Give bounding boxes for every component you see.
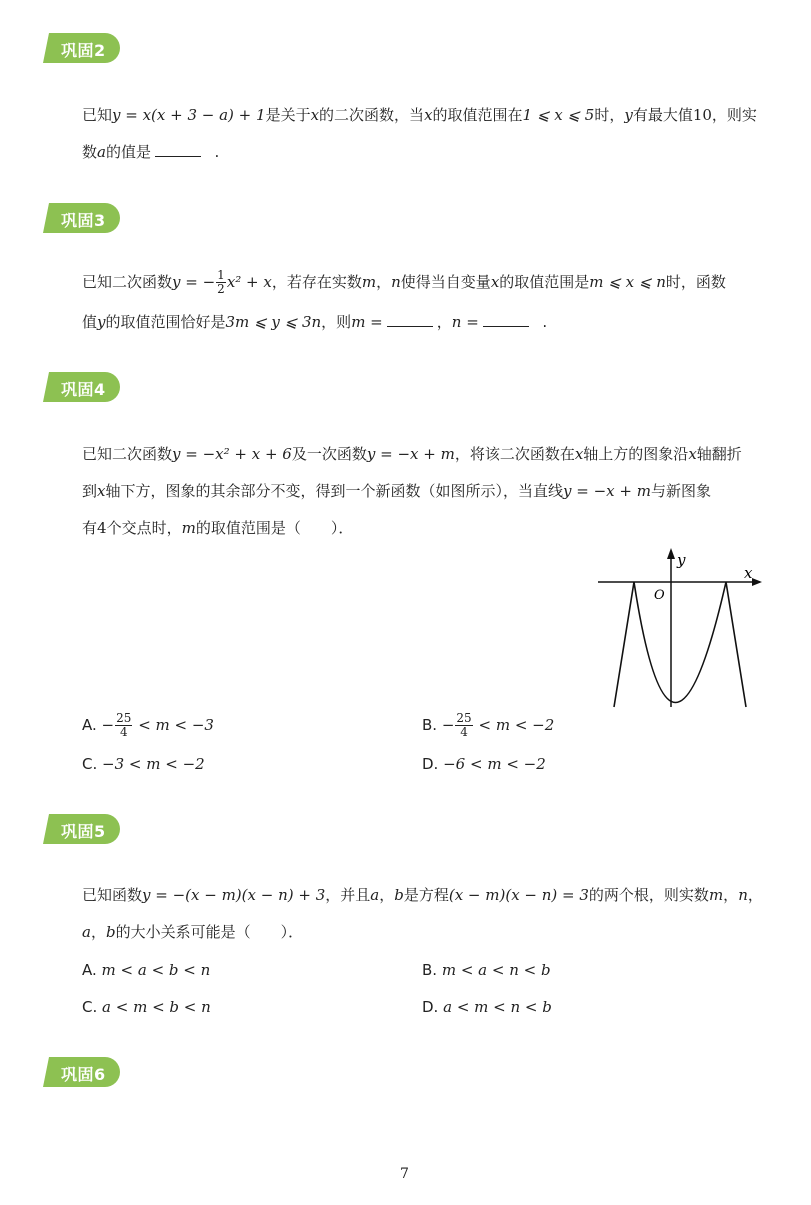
q4-line2: 到x轴下方，图象的其余部分不变，得到一个新函数（如图所示），当直线y = −x + m与新图象 — [82, 482, 711, 500]
answer-blank[interactable] — [155, 142, 201, 157]
q5-option-d[interactable]: D. a < m < n < b — [422, 998, 552, 1016]
q5-line2: a，b的大小关系可能是（ ）． — [82, 923, 304, 941]
y-axis-arrow — [667, 548, 675, 559]
tag-label: 巩固2 — [61, 41, 106, 60]
answer-blank-n[interactable] — [483, 312, 529, 327]
section-tag-3 — [43, 203, 120, 233]
q5-line1: 已知函数y = −(x − m)(x − n) + 3，并且a，b是方程(x − m)(x − n) = 3的两个根，则实数m，n， — [82, 886, 763, 904]
section-tag-4 — [43, 372, 120, 402]
q2-line1: 已知y = x(x + 3 − a) + 1是关于x的二次函数，当x的取值范围在1 ⩽ x ⩽ 5时，y有最大值10，则实 — [82, 106, 757, 124]
q4-option-c[interactable]: C. −3 < m < −2 — [82, 755, 205, 773]
tag-label: 巩固5 — [61, 822, 106, 841]
q4-line1: 已知二次函数y = −x² + x + 6及一次函数y = −x + m，将该二次函数在x轴上方的图象沿x轴翻折 — [82, 445, 742, 463]
x-axis-arrow — [752, 578, 762, 586]
function-graph — [590, 545, 770, 715]
q3-line1: 已知二次函数y = − $\frac{1}{2}$ x² + x，若存在实数m，n使得当自变量x的取值范围是m ⩽ x ⩽ n时，函数 — [82, 268, 726, 296]
answer-blank-m[interactable] — [387, 312, 433, 327]
page-number: 7 — [400, 1166, 409, 1182]
x-label: x — [744, 564, 753, 582]
tag-label: 巩固3 — [61, 211, 106, 230]
section-tag-2 — [43, 33, 120, 63]
section-tag-5 — [43, 814, 120, 844]
q5-option-b[interactable]: B. m < a < n < b — [422, 961, 551, 979]
y-label: y — [677, 551, 686, 569]
origin-label: O — [654, 588, 665, 603]
section-tag-6 — [43, 1057, 120, 1087]
q3-line2: 值y的取值范围恰好是3m ⩽ y ⩽ 3n，则m = ，n = . — [82, 313, 548, 331]
new-function-curve — [614, 582, 746, 707]
q4-line3: 有4个交点时，m的取值范围是（ ）． — [82, 519, 354, 537]
q4-option-b[interactable]: B. − $\frac{25}{4}$ < m < −2 — [422, 711, 555, 739]
q4-option-a[interactable]: A. − $\frac{25}{4}$ < m < −3 — [82, 711, 214, 739]
q4-option-d[interactable]: D. −6 < m < −2 — [422, 755, 546, 773]
tag-label: 巩固4 — [61, 380, 106, 399]
q5-option-a[interactable]: A. m < a < b < n — [82, 961, 211, 979]
fraction: $\frac{1}{2}$ — [217, 268, 225, 296]
q2-line2: 数a的值是 . — [82, 143, 220, 161]
q5-option-c[interactable]: C. a < m < b < n — [82, 998, 211, 1016]
tag-label: 巩固6 — [61, 1065, 106, 1084]
